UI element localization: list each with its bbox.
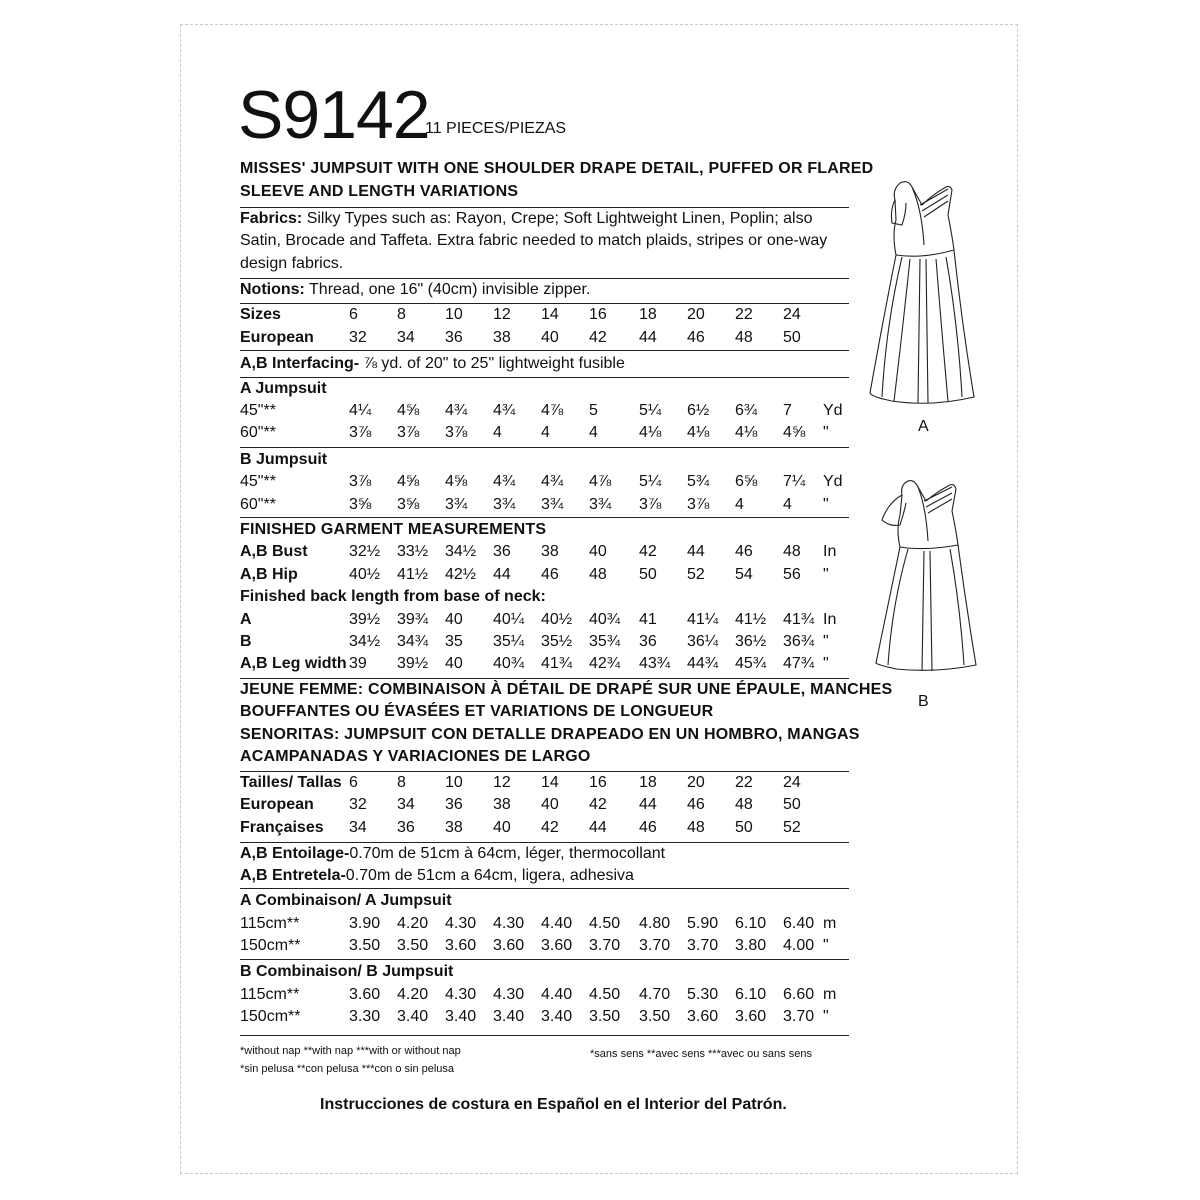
european-row-cell: 48 bbox=[735, 329, 753, 346]
tailles-row-cell: 16 bbox=[589, 774, 607, 791]
leg-width-row-cell: 43¾ bbox=[639, 655, 671, 672]
interfacing-line bbox=[240, 355, 625, 373]
entoilage-label: A,B Entoilage- bbox=[240, 845, 350, 862]
a-45-row-cell: 4¾ bbox=[445, 402, 468, 419]
divider bbox=[240, 888, 849, 889]
tailles-row-cell: 8 bbox=[397, 774, 406, 791]
bust-row-cell: 32½ bbox=[349, 543, 381, 560]
length-a-row-cell: 40¼ bbox=[493, 611, 525, 628]
a-115-row-cell: 4.30 bbox=[493, 915, 525, 932]
european-row-cell: 34 bbox=[397, 329, 415, 346]
divider bbox=[240, 842, 849, 843]
a-115-row-cell: 4.80 bbox=[639, 915, 671, 932]
b-150-row-cell: 3.40 bbox=[445, 1008, 477, 1025]
b-115-row-cell: 4.30 bbox=[445, 986, 477, 1003]
b-150-row-cell: 3.60 bbox=[687, 1008, 719, 1025]
a-150-row-cell: 3.70 bbox=[687, 937, 719, 954]
francaises-row-cell: 52 bbox=[783, 819, 801, 836]
francaises-row-cell: 34 bbox=[349, 819, 367, 836]
sizes-row-cell: 18 bbox=[639, 306, 657, 323]
a-60-row-unit: " bbox=[823, 424, 829, 441]
b-60-row-unit: " bbox=[823, 496, 829, 513]
divider bbox=[240, 350, 849, 351]
spanish-title-1: SENORITAS: JUMPSUIT CON DETALLE DRAPEADO EN UN HOMBRO, MANGAS bbox=[240, 726, 860, 743]
footnote-english: *without nap **with nap ***with or without nap bbox=[240, 1045, 461, 1057]
a-150-row-cell: 3.80 bbox=[735, 937, 767, 954]
hip-row-cell: 48 bbox=[589, 566, 607, 583]
a-150-row-cell: 3.60 bbox=[541, 937, 573, 954]
b-60-row-label: 60"** bbox=[240, 496, 276, 513]
francaises-row-cell: 42 bbox=[541, 819, 559, 836]
european-row-label: European bbox=[240, 329, 314, 346]
length-a-row-cell: 40 bbox=[445, 611, 463, 628]
b-45-row-cell: 3⅞ bbox=[349, 473, 372, 490]
sizes-row-cell: 12 bbox=[493, 306, 511, 323]
a-60-row-cell: 4⅛ bbox=[639, 424, 662, 441]
bust-row-cell: 34½ bbox=[445, 543, 477, 560]
sizes-row-label: Sizes bbox=[240, 306, 281, 323]
a-115-row-cell: 4.20 bbox=[397, 915, 429, 932]
leg-width-row-cell: 47¾ bbox=[783, 655, 815, 672]
divider bbox=[240, 278, 849, 279]
b-45-row-cell: 4⅞ bbox=[589, 473, 612, 490]
a-45-row-cell: 4⅝ bbox=[397, 402, 420, 419]
b-45-row-cell: 4⅝ bbox=[445, 473, 468, 490]
divider bbox=[240, 517, 849, 518]
leg-width-row-cell: 40 bbox=[445, 655, 463, 672]
bust-row-cell: 33½ bbox=[397, 543, 429, 560]
european-fr-row-label: European bbox=[240, 796, 314, 813]
b-115-row-cell: 4.30 bbox=[493, 986, 525, 1003]
a-60-row-cell: 4⅝ bbox=[783, 424, 806, 441]
leg-width-row-cell: 41¾ bbox=[541, 655, 573, 672]
a-60-row-cell: 4 bbox=[589, 424, 598, 441]
fabrics-text-1: Silky Types such as: Rayon, Crepe; Soft Lightweight Linen, Poplin; also bbox=[306, 210, 813, 227]
notions-label: Notions: bbox=[240, 281, 305, 298]
length-a-row-cell: 41¼ bbox=[687, 611, 719, 628]
bust-row-cell: 42 bbox=[639, 543, 657, 560]
a-150-row-cell: 4.00 bbox=[783, 937, 815, 954]
sizes-row-cell: 22 bbox=[735, 306, 753, 323]
tailles-row-label: Tailles/ Tallas bbox=[240, 774, 342, 791]
a-60-row-cell: 3⅞ bbox=[445, 424, 468, 441]
european-row-cell: 32 bbox=[349, 329, 367, 346]
b-60-row-cell: 3¾ bbox=[493, 496, 516, 513]
entoilage-line bbox=[240, 845, 665, 863]
a-60-row-cell: 4⅛ bbox=[687, 424, 710, 441]
footnote-spanish: *sin pelusa **con pelusa ***con o sin pelusa bbox=[240, 1063, 455, 1075]
european-fr-row-cell: 34 bbox=[397, 796, 415, 813]
francaises-row-cell: 44 bbox=[589, 819, 607, 836]
b-60-row-cell: 4 bbox=[735, 496, 744, 513]
sizes-row-cell: 6 bbox=[349, 306, 358, 323]
a-45-row-cell: 6¾ bbox=[735, 402, 758, 419]
leg-width-row-unit: " bbox=[823, 655, 829, 672]
european-fr-row-cell: 46 bbox=[687, 796, 705, 813]
a-150-row-cell: 3.60 bbox=[445, 937, 477, 954]
interfacing-text: ⅞ yd. of 20" to 25" lightweight fusible bbox=[363, 355, 625, 372]
european-row-cell: 40 bbox=[541, 329, 559, 346]
b-115-row-cell: 4.40 bbox=[541, 986, 573, 1003]
a-60-row-cell: 3⅞ bbox=[349, 424, 372, 441]
a-115-row-cell: 6.10 bbox=[735, 915, 767, 932]
length-a-row-cell: 41¾ bbox=[783, 611, 815, 628]
title-line-1: MISSES' JUMPSUIT WITH ONE SHOULDER DRAPE DETAIL, PUFFED OR FLARED bbox=[240, 160, 874, 177]
b-150-row-cell: 3.70 bbox=[783, 1008, 815, 1025]
a-45-row-cell: 4¼ bbox=[349, 402, 372, 419]
european-row-cell: 38 bbox=[493, 329, 511, 346]
tailles-row-cell: 24 bbox=[783, 774, 801, 791]
a-45-row-cell: 4⅞ bbox=[541, 402, 564, 419]
hip-row-cell: 50 bbox=[639, 566, 657, 583]
footnote-french: *sans sens **avec sens ***avec ou sans sens bbox=[590, 1048, 812, 1060]
back-length-heading: Finished back length from base of neck: bbox=[240, 588, 546, 605]
leg-width-row-cell: 39½ bbox=[397, 655, 429, 672]
title-line-2: SLEEVE AND LENGTH VARIATIONS bbox=[240, 183, 519, 200]
b-45-row-cell: 6⅝ bbox=[735, 473, 758, 490]
b-60-row-cell: 3⅝ bbox=[397, 496, 420, 513]
sizes-row-cell: 24 bbox=[783, 306, 801, 323]
a-115-row-cell: 5.90 bbox=[687, 915, 719, 932]
a-45-row-cell: 5 bbox=[589, 402, 598, 419]
european-fr-row-cell: 38 bbox=[493, 796, 511, 813]
bust-row-cell: 38 bbox=[541, 543, 559, 560]
length-b-row-label: B bbox=[240, 633, 252, 650]
b-jumpsuit-heading: B Jumpsuit bbox=[240, 451, 328, 468]
bust-row-cell: 40 bbox=[589, 543, 607, 560]
hip-row-label: A,B Hip bbox=[240, 566, 298, 583]
french-title-1: JEUNE FEMME: COMBINAISON À DÉTAIL DE DRAPÉ SUR UNE ÉPAULE, MANCHES bbox=[240, 681, 893, 698]
bust-row-cell: 48 bbox=[783, 543, 801, 560]
b-150-row-cell: 3.50 bbox=[639, 1008, 671, 1025]
fabrics-line-1 bbox=[240, 210, 812, 228]
b-60-row-cell: 3¾ bbox=[589, 496, 612, 513]
length-a-row-cell: 39¾ bbox=[397, 611, 429, 628]
b-115-row-cell: 3.60 bbox=[349, 986, 381, 1003]
b-115-row-cell: 6.10 bbox=[735, 986, 767, 1003]
b-45-row-label: 45"** bbox=[240, 473, 276, 490]
tailles-row-cell: 22 bbox=[735, 774, 753, 791]
european-row-cell: 50 bbox=[783, 329, 801, 346]
divider bbox=[240, 771, 849, 772]
sizes-row-cell: 16 bbox=[589, 306, 607, 323]
divider bbox=[240, 959, 849, 960]
hip-row-cell: 52 bbox=[687, 566, 705, 583]
length-b-row-cell: 34½ bbox=[349, 633, 381, 650]
leg-width-row-cell: 42¾ bbox=[589, 655, 621, 672]
hip-row-cell: 42½ bbox=[445, 566, 477, 583]
francaises-row-cell: 48 bbox=[687, 819, 705, 836]
a-60-row-cell: 3⅞ bbox=[397, 424, 420, 441]
a-150-row-cell: 3.50 bbox=[349, 937, 381, 954]
a-150-row-cell: 3.50 bbox=[397, 937, 429, 954]
entretela-text: 0.70m de 51cm a 64cm, ligera, adhesiva bbox=[345, 867, 634, 884]
european-fr-row-cell: 42 bbox=[589, 796, 607, 813]
entoilage-text: 0.70m de 51cm à 64cm, léger, thermocollant bbox=[349, 845, 666, 862]
hip-row-cell: 41½ bbox=[397, 566, 429, 583]
divider bbox=[240, 207, 849, 208]
jumpsuit-b-illustration bbox=[866, 475, 986, 690]
length-b-row-cell: 35 bbox=[445, 633, 463, 650]
a-60-row-label: 60"** bbox=[240, 424, 276, 441]
francaises-row-cell: 38 bbox=[445, 819, 463, 836]
b-150-row-cell: 3.30 bbox=[349, 1008, 381, 1025]
hip-row-unit: " bbox=[823, 566, 829, 583]
b-150-row-cell: 3.40 bbox=[541, 1008, 573, 1025]
leg-width-row-cell: 40¾ bbox=[493, 655, 525, 672]
b-combinaison-heading: B Combinaison/ B Jumpsuit bbox=[240, 963, 454, 980]
hip-row-cell: 46 bbox=[541, 566, 559, 583]
fabrics-line-3: design fabrics. bbox=[240, 255, 344, 272]
francaises-row-label: Françaises bbox=[240, 819, 324, 836]
a-150-row-cell: 3.60 bbox=[493, 937, 525, 954]
notions-line bbox=[240, 281, 590, 299]
a-jumpsuit-heading: A Jumpsuit bbox=[240, 380, 327, 397]
notions-text: Thread, one 16" (40cm) invisible zipper. bbox=[309, 281, 591, 298]
european-fr-row-cell: 50 bbox=[783, 796, 801, 813]
tailles-row-cell: 12 bbox=[493, 774, 511, 791]
jumpsuit-a-illustration bbox=[862, 175, 982, 420]
b-60-row-cell: 3¾ bbox=[445, 496, 468, 513]
length-b-row-cell: 36 bbox=[639, 633, 657, 650]
a-150-row-cell: 3.70 bbox=[589, 937, 621, 954]
b-115-row-cell: 4.70 bbox=[639, 986, 671, 1003]
divider bbox=[240, 1035, 849, 1036]
tailles-row-cell: 14 bbox=[541, 774, 559, 791]
sizes-row-cell: 20 bbox=[687, 306, 705, 323]
a-45-row-cell: 6½ bbox=[687, 402, 710, 419]
sizes-row-cell: 14 bbox=[541, 306, 559, 323]
a-115-row-label: 115cm** bbox=[240, 915, 300, 932]
european-row-cell: 44 bbox=[639, 329, 657, 346]
european-row-cell: 36 bbox=[445, 329, 463, 346]
b-45-row-cell: 4¾ bbox=[541, 473, 564, 490]
length-a-row-cell: 39½ bbox=[349, 611, 381, 628]
leg-width-row-cell: 45¾ bbox=[735, 655, 767, 672]
bust-row-cell: 36 bbox=[493, 543, 511, 560]
b-150-row-cell: 3.40 bbox=[397, 1008, 429, 1025]
b-60-row-cell: 3⅝ bbox=[349, 496, 372, 513]
hip-row-cell: 56 bbox=[783, 566, 801, 583]
b-45-row-cell: 5¼ bbox=[639, 473, 662, 490]
hip-row-cell: 54 bbox=[735, 566, 753, 583]
b-60-row-cell: 3⅞ bbox=[639, 496, 662, 513]
leg-width-row-label: A,B Leg width bbox=[240, 655, 347, 672]
a-150-row-unit: " bbox=[823, 937, 829, 954]
european-fr-row-cell: 36 bbox=[445, 796, 463, 813]
length-a-row-unit: In bbox=[823, 611, 837, 628]
divider bbox=[240, 377, 849, 378]
length-b-row-unit: " bbox=[823, 633, 829, 650]
hip-row-cell: 44 bbox=[493, 566, 511, 583]
sizes-row-cell: 10 bbox=[445, 306, 463, 323]
spanish-instructions-note: Instrucciones de costura en Español en el Interior del Patrón. bbox=[320, 1096, 787, 1113]
a-45-row-cell: 4¾ bbox=[493, 402, 516, 419]
b-150-row-cell: 3.50 bbox=[589, 1008, 621, 1025]
pattern-number: S9142 bbox=[238, 77, 430, 153]
a-115-row-cell: 4.30 bbox=[445, 915, 477, 932]
a-150-row-cell: 3.70 bbox=[639, 937, 671, 954]
b-60-row-cell: 3⅞ bbox=[687, 496, 710, 513]
b-115-row-cell: 5.30 bbox=[687, 986, 719, 1003]
european-fr-row-cell: 48 bbox=[735, 796, 753, 813]
tailles-row-cell: 6 bbox=[349, 774, 358, 791]
fabrics-line-2: Satin, Brocade and Taffeta. Extra fabric needed to match plaids, stripes or one-way bbox=[240, 232, 828, 249]
length-b-row-cell: 35¼ bbox=[493, 633, 525, 650]
divider bbox=[240, 447, 849, 448]
a-115-row-unit: m bbox=[823, 915, 837, 932]
b-45-row-unit: Yd bbox=[823, 473, 843, 490]
spanish-title-2: ACAMPANADAS Y VARIACIONES DE LARGO bbox=[240, 748, 591, 765]
a-45-row-label: 45"** bbox=[240, 402, 276, 419]
a-60-row-cell: 4 bbox=[541, 424, 550, 441]
b-150-row-cell: 3.60 bbox=[735, 1008, 767, 1025]
b-150-row-unit: " bbox=[823, 1008, 829, 1025]
francaises-row-cell: 36 bbox=[397, 819, 415, 836]
a-115-row-cell: 3.90 bbox=[349, 915, 381, 932]
tailles-row-cell: 10 bbox=[445, 774, 463, 791]
length-a-row-cell: 41 bbox=[639, 611, 657, 628]
a-150-row-label: 150cm** bbox=[240, 937, 301, 954]
tailles-row-cell: 18 bbox=[639, 774, 657, 791]
leg-width-row-cell: 44¾ bbox=[687, 655, 719, 672]
length-b-row-cell: 36½ bbox=[735, 633, 767, 650]
b-60-row-cell: 3¾ bbox=[541, 496, 564, 513]
length-b-row-cell: 35¾ bbox=[589, 633, 621, 650]
tailles-row-cell: 20 bbox=[687, 774, 705, 791]
fabrics-label: Fabrics: bbox=[240, 210, 303, 227]
entretela-label: A,B Entretela- bbox=[240, 867, 346, 884]
b-115-row-label: 115cm** bbox=[240, 986, 300, 1003]
length-a-row-label: A bbox=[240, 611, 252, 628]
length-b-row-cell: 36¼ bbox=[687, 633, 719, 650]
a-115-row-cell: 4.40 bbox=[541, 915, 573, 932]
a-45-row-unit: Yd bbox=[823, 402, 843, 419]
bust-row-label: A,B Bust bbox=[240, 543, 308, 560]
francaises-row-cell: 50 bbox=[735, 819, 753, 836]
b-150-row-cell: 3.40 bbox=[493, 1008, 525, 1025]
b-115-row-cell: 4.50 bbox=[589, 986, 621, 1003]
length-b-row-cell: 36¾ bbox=[783, 633, 815, 650]
b-150-row-label: 150cm** bbox=[240, 1008, 301, 1025]
length-b-row-cell: 35½ bbox=[541, 633, 573, 650]
b-45-row-cell: 5¾ bbox=[687, 473, 710, 490]
b-45-row-cell: 4⅝ bbox=[397, 473, 420, 490]
bust-row-unit: In bbox=[823, 543, 837, 560]
european-fr-row-cell: 40 bbox=[541, 796, 559, 813]
entretela-line bbox=[240, 867, 634, 885]
bust-row-cell: 46 bbox=[735, 543, 753, 560]
figure-b-label: B bbox=[918, 693, 929, 710]
b-115-row-unit: m bbox=[823, 986, 837, 1003]
french-title-2: BOUFFANTES OU ÉVASÉES ET VARIATIONS DE LONGUEUR bbox=[240, 703, 714, 720]
european-fr-row-cell: 32 bbox=[349, 796, 367, 813]
length-a-row-cell: 41½ bbox=[735, 611, 767, 628]
b-45-row-cell: 7¼ bbox=[783, 473, 806, 490]
finished-measurements-heading: FINISHED GARMENT MEASUREMENTS bbox=[240, 521, 547, 538]
a-combinaison-heading: A Combinaison/ A Jumpsuit bbox=[240, 892, 452, 909]
a-60-row-cell: 4⅛ bbox=[735, 424, 758, 441]
b-60-row-cell: 4 bbox=[783, 496, 792, 513]
length-a-row-cell: 40¾ bbox=[589, 611, 621, 628]
francaises-row-cell: 40 bbox=[493, 819, 511, 836]
b-115-row-cell: 6.60 bbox=[783, 986, 815, 1003]
figure-a-label: A bbox=[918, 418, 929, 435]
european-row-cell: 46 bbox=[687, 329, 705, 346]
length-a-row-cell: 40½ bbox=[541, 611, 573, 628]
b-115-row-cell: 4.20 bbox=[397, 986, 429, 1003]
pieces-count: 11 PIECES/PIEZAS bbox=[425, 120, 567, 137]
divider bbox=[240, 303, 849, 304]
a-45-row-cell: 5¼ bbox=[639, 402, 662, 419]
a-115-row-cell: 6.40 bbox=[783, 915, 815, 932]
european-row-cell: 42 bbox=[589, 329, 607, 346]
bust-row-cell: 44 bbox=[687, 543, 705, 560]
hip-row-cell: 40½ bbox=[349, 566, 381, 583]
interfacing-label: A,B Interfacing- bbox=[240, 355, 360, 372]
sizes-row-cell: 8 bbox=[397, 306, 406, 323]
francaises-row-cell: 46 bbox=[639, 819, 657, 836]
length-b-row-cell: 34¾ bbox=[397, 633, 429, 650]
a-115-row-cell: 4.50 bbox=[589, 915, 621, 932]
a-45-row-cell: 7 bbox=[783, 402, 792, 419]
b-45-row-cell: 4¾ bbox=[493, 473, 516, 490]
divider bbox=[240, 678, 849, 679]
european-fr-row-cell: 44 bbox=[639, 796, 657, 813]
leg-width-row-cell: 39 bbox=[349, 655, 367, 672]
a-60-row-cell: 4 bbox=[493, 424, 502, 441]
